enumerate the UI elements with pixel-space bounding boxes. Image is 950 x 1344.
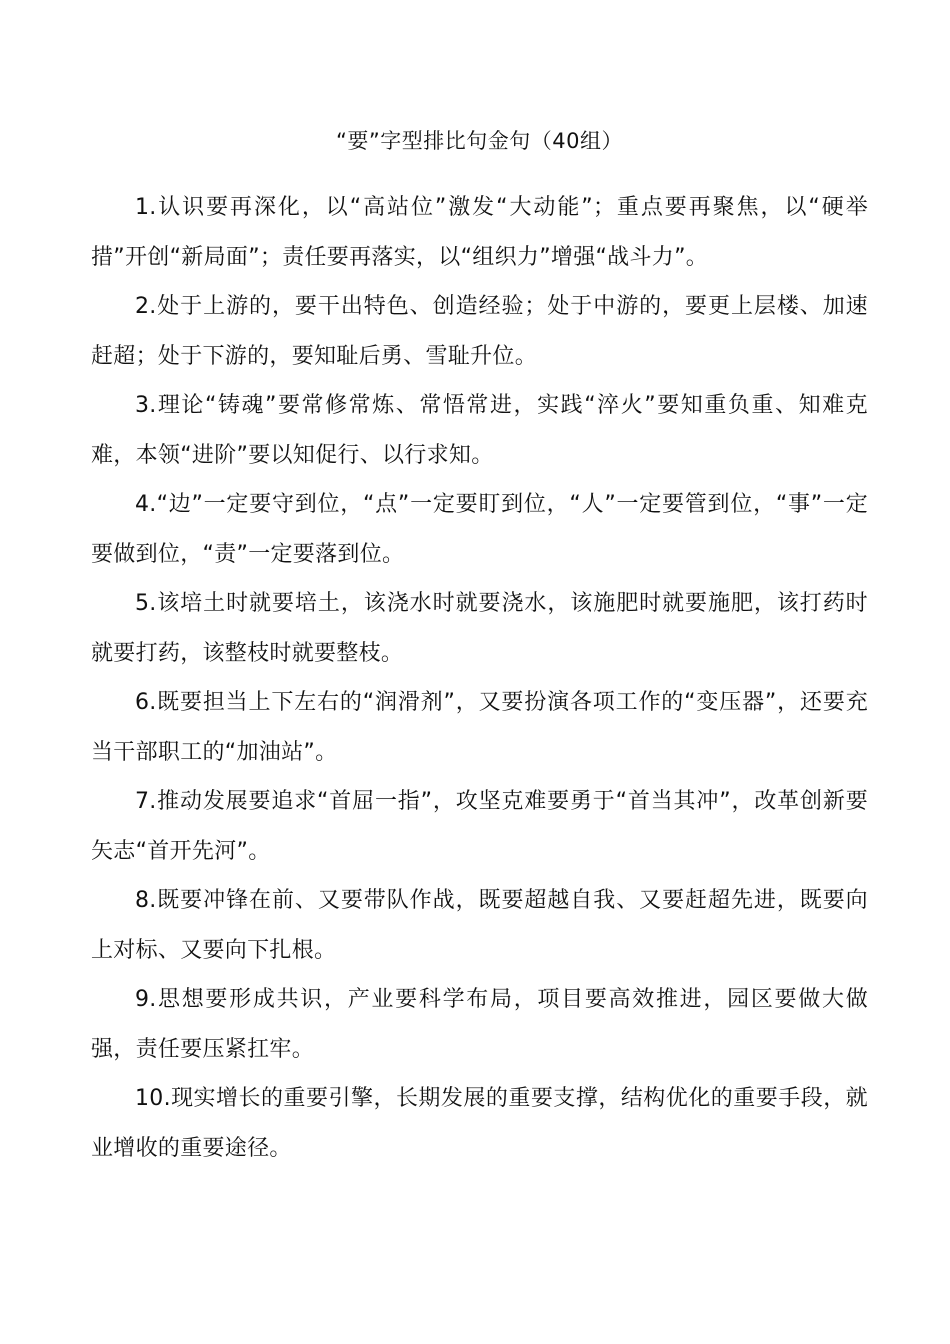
list-item: 6.既要担当上下左右的“润滑剂”，又要扮演各项工作的“变压器”，还要充当干部职工的“加油站”。	[91, 690, 868, 765]
list-item: 10.现实增长的重要引擎，长期发展的重要支撑，结构优化的重要手段，就业增收的重要途径。	[91, 1086, 868, 1161]
list-item: 9.思想要形成共识，产业要科学布局，项目要高效推进，园区要做大做强，责任要压紧扛牢。	[91, 987, 868, 1062]
list-item: 4.“边”一定要守到位，“点”一定要盯到位，“人”一定要管到位，“事”一定要做到位，“责”一定要落到位。	[91, 492, 868, 567]
document-title: “要”字型排比句金句（40组）	[336, 129, 623, 153]
list-item: 2.处于上游的，要干出特色、创造经验；处于中游的，要更上层楼、加速赶超；处于下游的，要知耻后勇、雪耻升位。	[91, 294, 868, 369]
list-item: 5.该培土时就要培土，该浇水时就要浇水，该施肥时就要施肥，该打药时就要打药，该整枝时就要整枝。	[91, 591, 868, 666]
list-item: 7.推动发展要追求“首屈一指”，攻坚克难要勇于“首当其冲”，改革创新要矢志“首开先河”。	[91, 789, 868, 864]
list-item: 1.认识要再深化，以“高站位”激发“大动能”；重点要再聚焦，以“硬举措”开创“新局面”；责任要再落实，以“组织力”增强“战斗力”。	[91, 195, 868, 270]
list-item: 8.既要冲锋在前、又要带队作战，既要超越自我、又要赶超先进，既要向上对标、又要向下扎根。	[91, 888, 868, 963]
list-item: 3.理论“铸魂”要常修常炼、常悟常进，实践“淬火”要知重负重、知难克难，本领“进阶”要以知促行、以行求知。	[91, 393, 868, 468]
